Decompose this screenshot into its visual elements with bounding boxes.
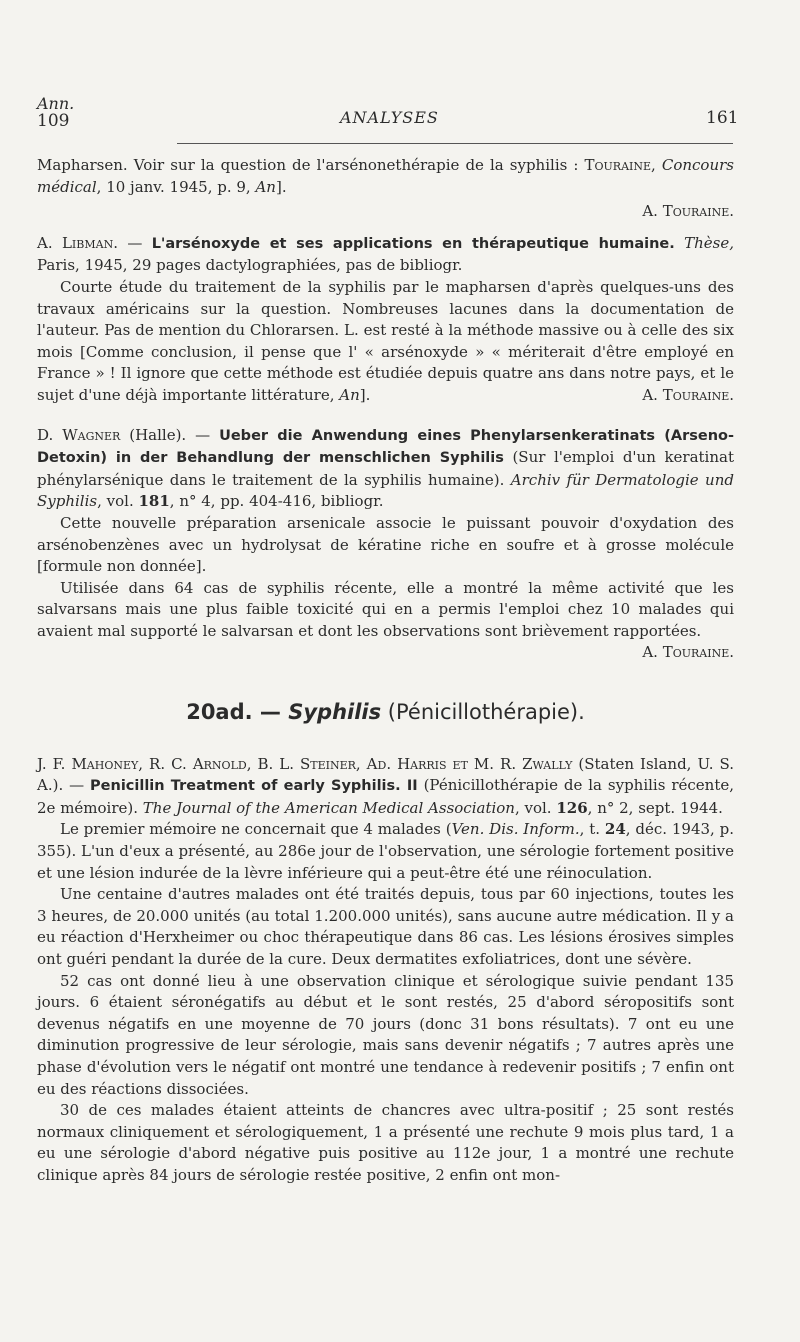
paragraph: Cette nouvelle préparation arsenicale associe le puissant pouvoir d'oxydation des arsénobenzènes avec un hydrolysat de kératine riche en soufre et à grosse molécule [formule non donnée]. bbox=[37, 513, 734, 576]
article-title: L'arsénoxyde et ses applications en thérapeutique humaine. bbox=[151, 235, 675, 252]
running-head-ann: Ann. bbox=[37, 94, 75, 113]
entry-heading-wagner: D. Wagner (Halle). — Ueber die Anwendung eines Phenylarsenkeratinats (Arseno-Detoxin) in der Behandlung der menschlichen Syphilis (Sur l'emploi d'un keratinat phénylarsénique dans le traitement de la syphilis humaine). Archiv für Dermatologie und Syphilis, vol. 181, n° 4, pp. 404-416, bibliogr. bbox=[37, 425, 735, 511]
signature: A. Touraine. bbox=[642, 643, 734, 662]
paragraph: Courte étude du traitement de la syphilis par le mapharsen d'après quelques-uns des travaux américains sur la question. Nombreuses lacunes dans la documentation de l'auteur. Pas de mention du Chlorarsen. L. est resté à la méthode massive ou à celle des six mois [Comme conclusion, il pense que l' « arsénoxyde » « mériterait d'être employé en France » ! Il ignore que cette méthode est étudiée depuis quatre ans dans notre pays, et le sujet d'une déjà importante littérature, An]. A. Touraine. bbox=[37, 277, 734, 407]
paragraph: Utilisée dans 64 cas de syphilis récente, elle a montré la même activité que les salvarsans mais une plus faible toxicité qui en a permis l'emploi chez 10 malades qui avaient mal supporté le salvarsan et dont les observations sont brièvement rapportées. A. Touraine. bbox=[37, 578, 734, 643]
running-head-title: ANALYSES bbox=[340, 108, 439, 127]
journal-name: The Journal of the American Medical Association bbox=[142, 798, 515, 817]
article-body bbox=[37, 155, 734, 1187]
signature: A. Touraine. bbox=[642, 385, 734, 404]
ref-journal: Concours médical bbox=[37, 156, 734, 196]
paragraph: Une centaine d'autres malades ont été traités depuis, tous par 60 injections, toutes les 3 heures, de 20.000 unités (au total 1.200.000 unités), sans aucune autre médication. Il y a eu réaction d'Herxheimer ou choc thérapeutique dans 86 cas. Les lésions érosives simples ont guéri pendant la durée de la cure. Deux dermatites exfoliatrices, dont une sévère. bbox=[37, 885, 734, 968]
entry-mapharsen-continuation: Mapharsen. Voir sur la question de l'arsénonethérapie de la syphilis : Touraine, Concours médical, 10 janv. 1945, p. 9, An]. bbox=[37, 156, 734, 196]
entry-heading-mahoney: J. F. Mahoney, R. C. Arnold, B. L. Steiner, Ad. Harris et M. R. Zwally (Staten Island, U. S. A.). — Penicillin Treatment of early Syphilis. II (Pénicillothérapie de la syphilis récente, 2e mémoire). The Journal of the American Medical Association, vol. 126, n° 2, sept. 1944. bbox=[37, 754, 734, 817]
paragraph: 52 cas ont donné lieu à une observation clinique et sérologique suivie pendant 135 jours. 6 étaient séronégatifs au début et le sont restés, 25 d'abord séropositifs sont devenus négatifs en une moyenne de 70 jours (donc 31 bons résultats). 7 ont eu une diminution progressive de leur sérologie, mais sans devenir négatifs ; 7 autres après une phase d'évolution vers le négatif ont montré une tendance à redevenir positifs ; 7 enfin ont eu des réactions dissociées. bbox=[37, 971, 734, 1098]
author-name: Libman bbox=[61, 233, 114, 252]
ref-author: Touraine bbox=[584, 156, 652, 174]
running-head-volume: 109 bbox=[37, 111, 70, 131]
entry-heading-libman: A. Libman. — L'arsénoxyde et ses applications en thérapeutique humaine. Thèse, Paris, 1945, 29 pages dactylographiées, pas de bibliogr. bbox=[37, 233, 735, 275]
paragraph: Le premier mémoire ne concernait que 4 malades (Ven. Dis. Inform., t. 24, déc. 1943, p. 355). L'un d'eux a présenté, au 286e jour de l'observation, une sérologie fortement positive et une lésion indurée de la lèvre inférieure qui a peut-être été une réinoculation. bbox=[37, 820, 735, 882]
signature: A. Touraine. bbox=[642, 202, 734, 221]
author-name: Wagner bbox=[62, 425, 121, 444]
page-number: 161 bbox=[706, 108, 739, 128]
article-title: Ueber die Anwendung eines Phenylarsenkeratinats (Arseno-Detoxin) in der Behandlung der menschlichen Syphilis bbox=[37, 427, 735, 467]
author-names: J. F. Mahoney, R. C. Arnold, B. L. Steiner, Ad. Harris et M. R. Zwally bbox=[37, 754, 573, 773]
paragraph: 30 de ces malades étaient atteints de chancres avec ultra-positif ; 25 sont restés normaux cliniquement et sérologiquement, 1 a présenté une rechute 9 mois plus tard, 1 a eu une sérologie d'abord négative puis positive au 112e jour, 1 a montré une rechute clinique après 84 jours de sérologie restée positive, 2 enfin ont mon- bbox=[37, 1101, 734, 1184]
journal-name: Archiv für Dermatologie und Syphilis bbox=[37, 470, 734, 511]
section-heading: 20ad. — Syphilis (Pénicillothérapie). bbox=[186, 700, 585, 725]
article-title: Penicillin Treatment of early Syphilis. II bbox=[90, 778, 418, 795]
header-rule bbox=[177, 143, 733, 144]
